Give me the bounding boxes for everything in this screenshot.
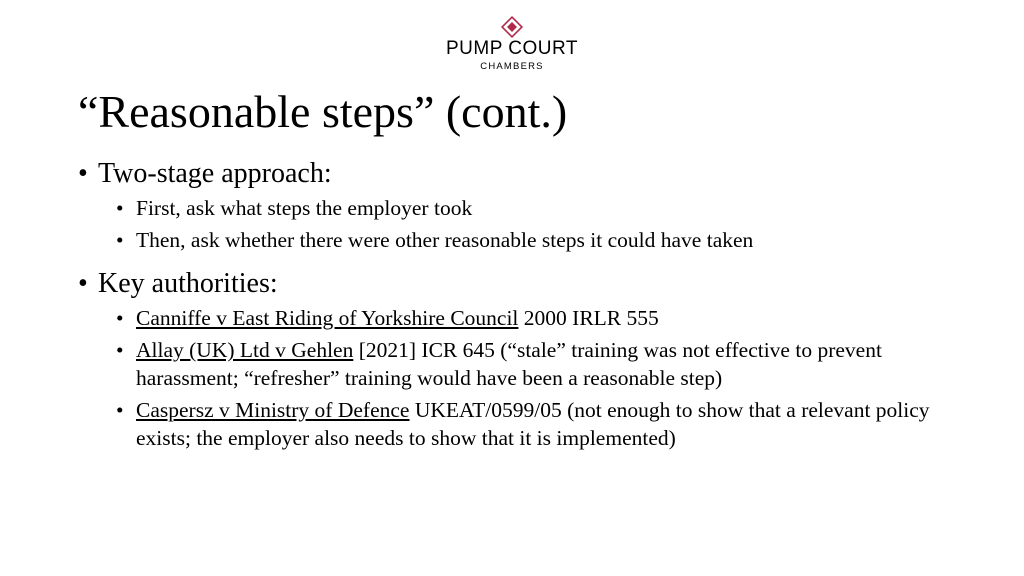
bullet-icon: • [78,158,88,189]
bullet-icon: • [116,306,124,330]
section-heading: Two-stage approach: [98,158,332,189]
list-item [98,336,978,392]
bullet-icon: • [116,398,124,422]
list-item [98,304,978,332]
item-text: UKEAT/0599/05 (not enough to show that a relevant policy exists; the employer also needs to show that it is implemented) [136,398,930,450]
slide-title: “Reasonable steps” (cont.) [78,86,568,137]
item-text: First, ask what steps the employer took [136,196,473,220]
bullet-icon: • [116,228,124,252]
slide-content [78,158,978,454]
bullet-icon: • [116,196,124,220]
item-text: 2000 IRLR 555 [518,306,659,330]
case-name: Allay (UK) Ltd v Gehlen [136,338,354,362]
list-item [98,396,978,452]
list-item [98,194,978,222]
item-text: [2021] ICR 645 (“stale” training was not effective to prevent harassment; “refresher” training would have been a reasonable step) [136,338,882,390]
bullet-key-authorities [78,268,978,452]
logo-subtitle: CHAMBERS [480,61,544,72]
bullet-icon: • [78,268,88,299]
section-heading: Key authorities: [98,268,278,299]
case-name: Caspersz v Ministry of Defence [136,398,410,422]
bullet-icon: • [116,338,124,362]
bullet-two-stage-approach [78,158,978,254]
list-item [98,226,978,254]
logo-name: PUMP COURT [445,38,579,59]
case-name: Canniffe v East Riding of Yorkshire Council [136,306,519,330]
diamond-logo-icon [499,14,525,40]
item-text: Then, ask whether there were other reasonable steps it could have taken [136,228,754,252]
firm-logo [0,14,1024,74]
